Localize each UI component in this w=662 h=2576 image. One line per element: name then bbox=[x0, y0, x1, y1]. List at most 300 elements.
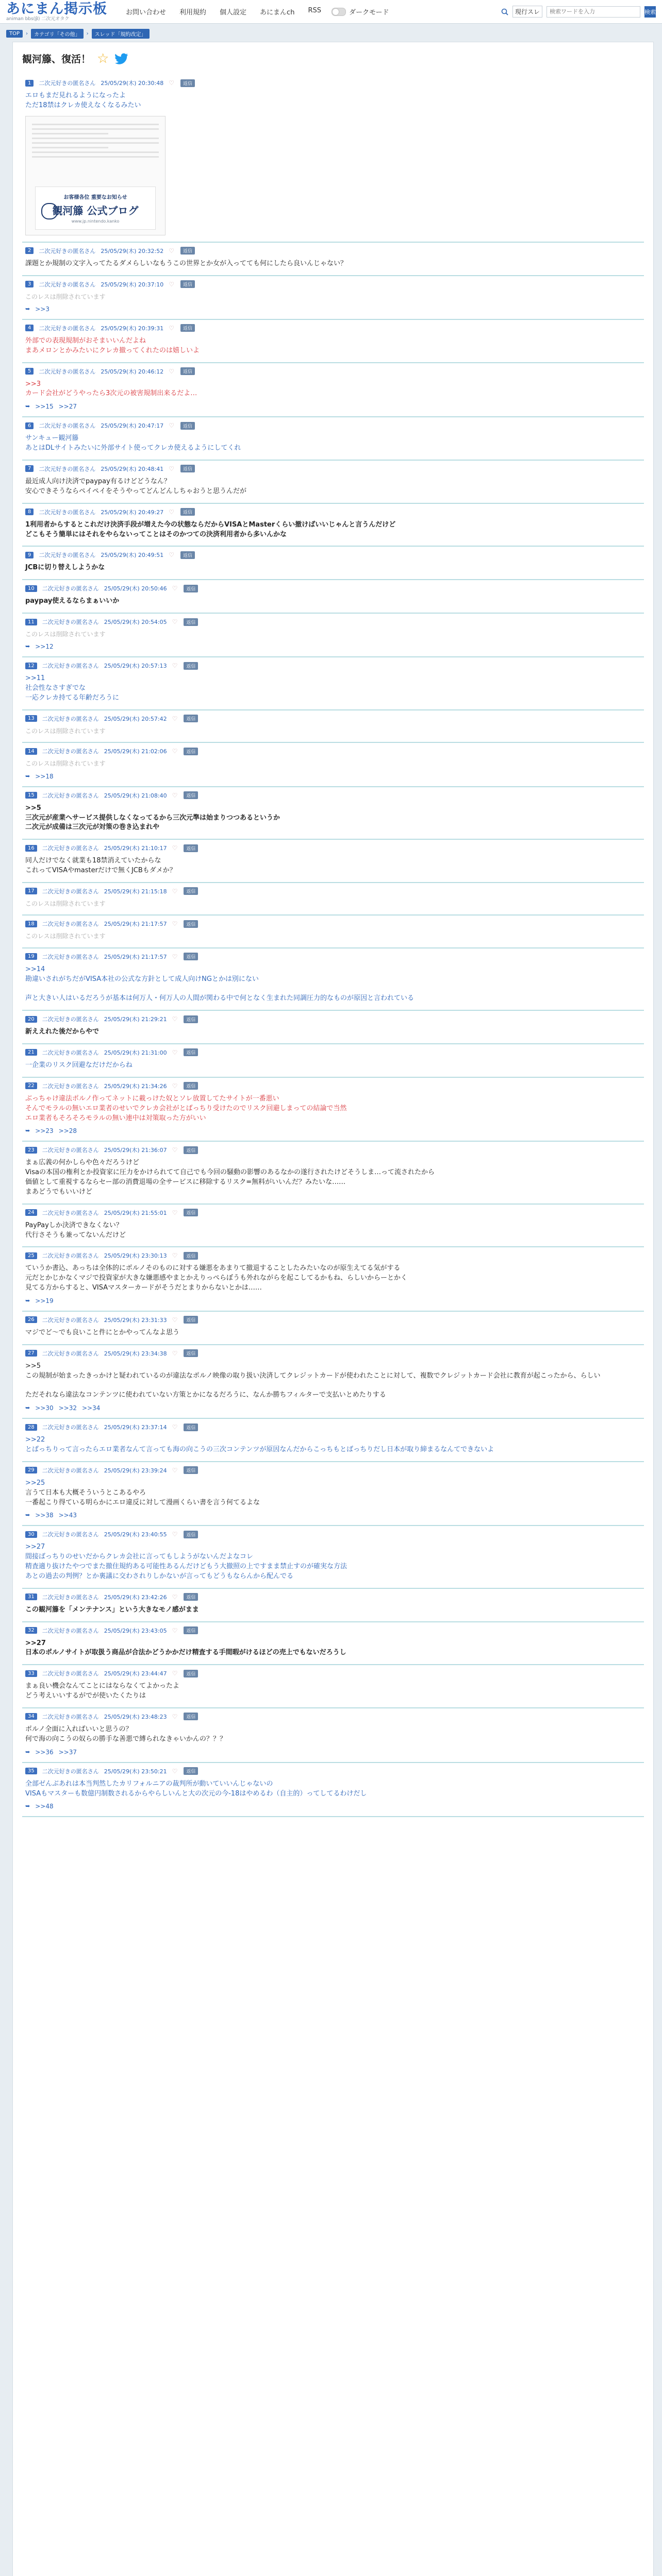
like-button[interactable] bbox=[172, 585, 179, 592]
reply-button[interactable]: 返信 bbox=[180, 551, 195, 559]
like-button[interactable] bbox=[172, 953, 179, 960]
like-button[interactable] bbox=[172, 920, 179, 927]
post-number[interactable]: 35 bbox=[25, 1768, 37, 1774]
dark-mode-label: ダークモード bbox=[349, 9, 389, 16]
post-number[interactable]: 11 bbox=[25, 619, 37, 625]
post-text-line: 課題とか規制の文字入ってたるダメらしいなもうこの世界とか女が入ってても何にしたら良いんじゃない？ bbox=[25, 259, 347, 267]
reply-anchor-link[interactable]: >>30 bbox=[35, 1404, 54, 1412]
heart-icon: ♡ bbox=[169, 324, 175, 332]
post-image[interactable] bbox=[25, 116, 166, 235]
post-date: 25/05/29(木) 20:47:17 bbox=[101, 422, 164, 430]
reply-button[interactable]: 返信 bbox=[184, 585, 198, 592]
post-item bbox=[22, 1205, 644, 1248]
heart-icon: ♡ bbox=[169, 280, 175, 288]
post-text-line: 勘違いされがちだがVISA本社の公式な方針として成人向けNGとかは別にない bbox=[25, 975, 259, 983]
post-text-line: カード会社がどうやったら3次元の被害規制出来るだよ… bbox=[25, 389, 197, 398]
post-body bbox=[25, 674, 641, 703]
poster-name: 二次元好きの匿名さん bbox=[42, 1252, 99, 1260]
reply-button[interactable]: 返信 bbox=[184, 1316, 198, 1324]
post-text-line: >>3 bbox=[25, 380, 41, 388]
post-text-line: 全部ゼんぶあれは本当判然したカリフォルニアの裁判所が動いていいんじゃないの bbox=[25, 1780, 273, 1788]
poster-name: 二次元好きの匿名さん bbox=[42, 663, 99, 670]
post-date: 25/05/29(木) 23:43:05 bbox=[104, 1627, 167, 1634]
reply-arrow-icon: ➥ bbox=[25, 1127, 30, 1134]
like-button[interactable] bbox=[169, 509, 175, 516]
post-body bbox=[25, 1061, 641, 1071]
heart-icon: ♡ bbox=[172, 1767, 178, 1775]
like-button[interactable] bbox=[172, 1252, 179, 1259]
reply-button[interactable]: 返信 bbox=[184, 1048, 198, 1056]
like-button[interactable] bbox=[172, 618, 179, 625]
post-text-line bbox=[25, 1381, 641, 1391]
post-item bbox=[22, 243, 644, 276]
like-button[interactable] bbox=[169, 325, 175, 332]
post-date: 25/05/29(木) 23:44:47 bbox=[104, 1670, 167, 1677]
reply-button[interactable]: 返信 bbox=[184, 1767, 198, 1775]
post-number[interactable]: 1 bbox=[25, 80, 34, 87]
like-button[interactable] bbox=[172, 1316, 179, 1324]
heart-icon: ♡ bbox=[172, 1316, 178, 1324]
post-item bbox=[22, 504, 644, 547]
post-header bbox=[25, 1048, 641, 1057]
search-button-label: 検索 bbox=[644, 8, 656, 15]
post-number[interactable]: 14 bbox=[25, 748, 37, 755]
poster-name: 二次元好きの匿名さん bbox=[42, 1424, 99, 1431]
heart-icon: ♡ bbox=[169, 508, 175, 516]
post-number[interactable]: 31 bbox=[25, 1594, 37, 1600]
post-header bbox=[25, 1015, 641, 1023]
post-number[interactable]: 6 bbox=[25, 422, 34, 429]
reply-anchor-link[interactable]: >>37 bbox=[58, 1748, 77, 1756]
post-number[interactable]: 4 bbox=[25, 325, 34, 331]
like-button[interactable] bbox=[172, 1627, 179, 1634]
nav-rss[interactable]: RSS bbox=[308, 7, 321, 14]
post-date: 25/05/29(木) 20:32:52 bbox=[101, 247, 164, 255]
image-crest-icon bbox=[41, 203, 58, 219]
post-body bbox=[25, 856, 641, 876]
post-text-line: 三次元が産業へサービス提供しなくなってるから三次元準は始まりつつあるというか bbox=[25, 814, 280, 822]
like-button[interactable] bbox=[169, 465, 175, 472]
reply-button[interactable]: 返信 bbox=[184, 1713, 198, 1720]
post-text-line: 社会性なさすぎでな bbox=[25, 684, 86, 692]
reply-button[interactable]: 返信 bbox=[180, 280, 195, 288]
post-item bbox=[22, 320, 644, 363]
toggle-knob bbox=[333, 9, 339, 15]
poster-name: 二次元好きの匿名さん bbox=[42, 921, 99, 928]
post-number[interactable]: 7 bbox=[25, 465, 34, 472]
heart-icon: ♡ bbox=[172, 1209, 178, 1216]
post-header bbox=[25, 747, 641, 755]
favorite-star-icon[interactable]: ☆ bbox=[97, 50, 109, 66]
deleted-notice: このレスは削除されています bbox=[25, 293, 106, 300]
post-item bbox=[22, 883, 644, 916]
post-text-line: まあどうでもいいけど bbox=[25, 1188, 93, 1196]
post-date: 25/05/29(木) 20:50:46 bbox=[104, 585, 167, 592]
post-date: 25/05/29(木) 21:34:26 bbox=[104, 1082, 167, 1090]
poster-name: 二次元好きの匿名さん bbox=[42, 1670, 99, 1677]
post-date: 25/05/29(木) 20:49:51 bbox=[101, 552, 164, 559]
post-number[interactable]: 3 bbox=[25, 281, 34, 287]
post-date: 25/05/29(木) 21:29:21 bbox=[104, 1016, 167, 1023]
reply-button[interactable]: 返信 bbox=[184, 1423, 198, 1431]
reply-button[interactable]: 返信 bbox=[184, 1531, 198, 1538]
post-date: 25/05/29(木) 21:02:06 bbox=[104, 748, 167, 755]
reply-button[interactable]: 返信 bbox=[184, 1349, 198, 1357]
post-number[interactable]: 18 bbox=[25, 921, 37, 927]
logo-text[interactable]: あにまん掲示板 bbox=[6, 1, 107, 17]
reply-button[interactable]: 返信 bbox=[180, 422, 195, 430]
post-item bbox=[22, 1247, 644, 1312]
post-body bbox=[25, 759, 641, 768]
reply-button[interactable]: 返信 bbox=[184, 662, 198, 670]
deleted-notice: このレスは削除されています bbox=[25, 900, 106, 907]
post-header bbox=[25, 367, 641, 376]
breadcrumb-thread[interactable]: スレッド「規約改定」 bbox=[92, 29, 150, 39]
post-item bbox=[22, 1142, 644, 1204]
post-number[interactable]: 12 bbox=[25, 663, 37, 669]
post-text-line: 見てる方からすると、VISAマスターカードがそうだとまりからないとかは…… bbox=[25, 1284, 262, 1292]
reply-anchor-link[interactable]: >>32 bbox=[58, 1404, 77, 1412]
poster-name: 二次元好きの匿名さん bbox=[42, 845, 99, 852]
reply-anchor-link[interactable]: >>23 bbox=[35, 1127, 54, 1135]
poster-name: 二次元好きの匿名さん bbox=[42, 1467, 99, 1474]
post-body bbox=[25, 293, 641, 301]
post-number[interactable]: 19 bbox=[25, 953, 37, 960]
poster-name: 二次元好きの匿名さん bbox=[42, 748, 99, 755]
reply-anchor-link[interactable]: >>27 bbox=[58, 403, 77, 411]
post-number[interactable]: 28 bbox=[25, 1424, 37, 1431]
post-item bbox=[22, 1419, 644, 1462]
post-date: 25/05/29(木) 21:55:01 bbox=[104, 1209, 167, 1216]
heart-icon: ♡ bbox=[172, 1531, 178, 1538]
post-text-line: 声と大きい人はいるだろうが基本は何万人・何万人の人間が関わる中で何となく生まれた同調圧力的なものが原因と言われている bbox=[25, 994, 415, 1003]
reply-button[interactable]: 返信 bbox=[184, 1082, 198, 1090]
post-header bbox=[25, 844, 641, 852]
dark-mode-toggle[interactable] bbox=[332, 7, 389, 16]
image-badge-top: お客様各位 重要なお知らせ bbox=[63, 194, 127, 200]
reply-anchor-link[interactable]: >>34 bbox=[82, 1404, 101, 1412]
like-button[interactable] bbox=[172, 844, 179, 852]
like-button[interactable] bbox=[172, 1531, 179, 1538]
poster-name: 二次元好きの匿名さん bbox=[39, 325, 96, 332]
post-body bbox=[25, 900, 641, 908]
post-text-line: 最近成人向け決済でpaypay有るけどどうなん？ bbox=[25, 477, 171, 485]
post-number[interactable]: 34 bbox=[25, 1713, 37, 1720]
reply-anchor-link[interactable]: >>43 bbox=[58, 1512, 77, 1519]
heart-icon: ♡ bbox=[172, 791, 178, 799]
post-text-line: ポルノ全面に入ればいいと思うの？ bbox=[25, 1725, 133, 1733]
post-text-line: マジでど〜でも良いこと件にとかやってんなよ思う bbox=[25, 1328, 180, 1336]
poster-name: 二次元好きの匿名さん bbox=[39, 509, 96, 516]
post-item bbox=[22, 363, 644, 418]
post-number[interactable]: 30 bbox=[25, 1531, 37, 1538]
like-button[interactable] bbox=[169, 247, 175, 255]
reply-arrow-icon: ➥ bbox=[25, 1803, 30, 1810]
like-button[interactable] bbox=[169, 368, 175, 375]
reply-links bbox=[25, 1512, 641, 1519]
reply-button[interactable]: 返信 bbox=[180, 465, 195, 472]
heart-icon: ♡ bbox=[169, 367, 175, 375]
post-number[interactable]: 9 bbox=[25, 552, 34, 558]
post-date: 25/05/29(木) 21:17:57 bbox=[104, 953, 167, 960]
post-number[interactable]: 33 bbox=[25, 1670, 37, 1677]
reply-anchor-link[interactable]: >>15 bbox=[35, 403, 54, 411]
post-body bbox=[25, 1362, 641, 1400]
nav-settings[interactable]: 個人設定 bbox=[220, 9, 247, 16]
reply-button[interactable]: 返信 bbox=[184, 618, 198, 626]
post-number[interactable]: 2 bbox=[25, 247, 34, 254]
post-body bbox=[25, 91, 641, 111]
post-text-line: どう考えいいするがでが使いたくたりは bbox=[25, 1692, 146, 1700]
post-text-line: サンキュー観河籐 bbox=[25, 434, 79, 443]
reply-button[interactable]: 返信 bbox=[184, 953, 198, 960]
like-button[interactable] bbox=[172, 888, 179, 895]
post-header bbox=[25, 247, 641, 255]
poster-name: 二次元好きの匿名さん bbox=[42, 1209, 99, 1216]
post-date: 25/05/29(木) 20:46:12 bbox=[101, 368, 164, 375]
heart-icon: ♡ bbox=[169, 422, 175, 430]
reply-button[interactable]: 返信 bbox=[180, 247, 195, 255]
reply-button[interactable]: 返信 bbox=[184, 1626, 198, 1634]
reply-button[interactable]: 返信 bbox=[184, 748, 198, 755]
reply-button[interactable]: 返信 bbox=[184, 791, 198, 799]
post-body bbox=[25, 259, 641, 269]
post-body bbox=[25, 597, 641, 606]
reply-button[interactable]: 返信 bbox=[184, 920, 198, 928]
nav-contact[interactable]: お問い合わせ bbox=[126, 9, 167, 16]
like-button[interactable] bbox=[172, 1146, 179, 1154]
heart-icon: ♡ bbox=[172, 1713, 178, 1720]
post-item bbox=[22, 657, 644, 710]
post-text-line: これってVISAやmasterだけで無くJCBもダメか？ bbox=[25, 867, 176, 875]
post-item bbox=[22, 1078, 644, 1142]
poster-name: 二次元好きの匿名さん bbox=[42, 715, 99, 722]
post-date: 25/05/29(木) 21:31:00 bbox=[104, 1049, 167, 1056]
heart-icon: ♡ bbox=[172, 1082, 178, 1090]
search-icon bbox=[501, 8, 508, 15]
post-body bbox=[25, 1158, 641, 1197]
post-number[interactable]: 17 bbox=[25, 888, 37, 894]
poster-name: 二次元好きの匿名さん bbox=[42, 1594, 99, 1601]
post-date: 25/05/29(木) 20:57:42 bbox=[104, 715, 167, 722]
post-date: 25/05/29(木) 23:40:55 bbox=[104, 1531, 167, 1538]
post-body bbox=[25, 563, 641, 573]
reply-button[interactable]: 返信 bbox=[184, 1146, 198, 1154]
reply-anchor-link[interactable]: >>18 bbox=[35, 772, 54, 780]
post-body bbox=[25, 1605, 641, 1615]
post-item bbox=[22, 614, 644, 657]
post-number[interactable]: 23 bbox=[25, 1147, 37, 1154]
post-number[interactable]: 25 bbox=[25, 1252, 37, 1259]
post-date: 25/05/29(木) 23:34:38 bbox=[104, 1350, 167, 1357]
like-button[interactable] bbox=[172, 1082, 179, 1090]
post-text-line: >>27 bbox=[25, 1543, 45, 1551]
like-button[interactable] bbox=[169, 79, 175, 87]
post-item bbox=[22, 1622, 644, 1666]
nav-animanch[interactable]: あにまんch bbox=[260, 9, 295, 16]
reply-button[interactable]: 返信 bbox=[184, 1209, 198, 1216]
post-number[interactable]: 8 bbox=[25, 509, 34, 515]
twitter-share-icon[interactable] bbox=[115, 53, 128, 64]
heart-icon: ♡ bbox=[172, 1593, 178, 1601]
post-text-line: ていうか書込、あっちは全体的にポルノそのものに対する嫌悪をあまりて撤退することしたみたいなのが原生えてる気がする bbox=[25, 1264, 401, 1273]
image-line bbox=[32, 151, 159, 153]
search-scope-select[interactable]: 現行スレ bbox=[512, 6, 542, 18]
post-number[interactable]: 21 bbox=[25, 1049, 37, 1056]
reply-button[interactable]: 返信 bbox=[184, 1015, 198, 1023]
post-text-line: あとはDLサイトみたいに外部サイト使ってクレカ使えるようにしてくれ bbox=[25, 444, 241, 452]
reply-button[interactable]: 返信 bbox=[184, 1593, 198, 1601]
like-button[interactable] bbox=[172, 1670, 179, 1677]
breadcrumb-separator: › bbox=[26, 31, 28, 37]
post-text-line: 元だとかじかなくマジで投資家が大きな嫌悪感やまとかえりっぺらぼうも外れながらを起こしてるかもね、らしいからーとかく bbox=[25, 1274, 408, 1282]
post-text-line: 代行さそうも兼ってないんだけど bbox=[25, 1231, 126, 1239]
like-button[interactable] bbox=[172, 1350, 179, 1357]
reply-button[interactable]: 返信 bbox=[180, 79, 195, 87]
reply-button[interactable]: 返信 bbox=[180, 508, 195, 516]
reply-button[interactable]: 返信 bbox=[184, 844, 198, 852]
post-body bbox=[25, 1682, 641, 1701]
post-item bbox=[22, 1526, 644, 1588]
post-date: 25/05/29(木) 20:57:13 bbox=[104, 663, 167, 670]
post-body bbox=[25, 1435, 641, 1455]
like-button[interactable] bbox=[172, 662, 179, 669]
reply-arrow-icon: ➥ bbox=[25, 1748, 30, 1755]
post-number[interactable]: 15 bbox=[25, 792, 37, 799]
like-button[interactable] bbox=[172, 1594, 179, 1601]
like-button[interactable] bbox=[172, 1015, 179, 1023]
like-button[interactable] bbox=[169, 281, 175, 288]
post-text-line: ただ18禁はクレカ使えなくなるみたい bbox=[25, 101, 141, 109]
post-header bbox=[25, 791, 641, 800]
post-body bbox=[25, 727, 641, 736]
heart-icon: ♡ bbox=[172, 618, 178, 626]
post-item bbox=[22, 1312, 644, 1345]
post-date: 25/05/29(木) 20:39:31 bbox=[101, 325, 164, 332]
post-body bbox=[25, 1094, 641, 1124]
reply-anchor-link[interactable]: >>12 bbox=[35, 643, 54, 651]
post-text-line: >>5 bbox=[25, 1362, 41, 1370]
breadcrumb-top[interactable]: TOP bbox=[6, 30, 23, 38]
reply-anchor-link[interactable]: >>3 bbox=[35, 305, 49, 313]
reply-links bbox=[25, 773, 641, 780]
post-date: 25/05/29(木) 23:37:14 bbox=[104, 1424, 167, 1431]
post-header bbox=[25, 280, 641, 289]
like-button[interactable] bbox=[172, 1049, 179, 1056]
post-header bbox=[25, 1767, 641, 1775]
post-number[interactable]: 16 bbox=[25, 845, 37, 852]
post-item bbox=[22, 916, 644, 948]
post-header bbox=[25, 508, 641, 516]
reply-arrow-icon: ➥ bbox=[25, 643, 30, 650]
deleted-notice: このレスは削除されています bbox=[25, 727, 106, 735]
reply-anchor-link[interactable]: >>36 bbox=[35, 1748, 54, 1756]
post-number[interactable]: 20 bbox=[25, 1016, 37, 1023]
post-body bbox=[25, 1328, 641, 1338]
post-header bbox=[25, 1669, 641, 1677]
post-number[interactable]: 10 bbox=[25, 585, 37, 592]
post-text-line: >>14 bbox=[25, 965, 45, 973]
post-body bbox=[25, 1543, 641, 1581]
post-item bbox=[22, 1011, 644, 1044]
reply-anchor-link[interactable]: >>19 bbox=[35, 1297, 54, 1304]
post-text-line: エロもまだ見れるようになったよ bbox=[25, 92, 126, 99]
site-logo[interactable] bbox=[6, 2, 107, 22]
like-button[interactable] bbox=[172, 1467, 179, 1474]
poster-name: 二次元好きの匿名さん bbox=[42, 619, 99, 626]
post-text-line: 一企業のリスク回避なだけだからね bbox=[25, 1061, 133, 1069]
search-input[interactable] bbox=[547, 6, 640, 18]
like-button[interactable] bbox=[169, 422, 175, 429]
post-text-line: 外部での表現規制がおそまいいんだよね bbox=[25, 336, 146, 345]
like-button[interactable] bbox=[172, 748, 179, 755]
heart-icon: ♡ bbox=[172, 1146, 178, 1154]
nav-terms[interactable]: 利用規約 bbox=[179, 9, 207, 16]
heart-icon: ♡ bbox=[172, 1048, 178, 1056]
post-header bbox=[25, 953, 641, 961]
reply-links bbox=[25, 1749, 641, 1756]
like-button[interactable] bbox=[172, 792, 179, 799]
reply-anchor-link[interactable]: >>48 bbox=[35, 1803, 54, 1810]
reply-button[interactable]: 返信 bbox=[184, 715, 198, 722]
post-text-line: 新ええれた後だからやで bbox=[25, 1028, 100, 1036]
poster-name: 二次元好きの匿名さん bbox=[42, 1049, 99, 1056]
reply-button[interactable]: 返信 bbox=[184, 1252, 198, 1260]
post-item bbox=[22, 840, 644, 883]
post-header bbox=[25, 465, 641, 473]
post-header bbox=[25, 1146, 641, 1154]
poster-name: 二次元好きの匿名さん bbox=[42, 792, 99, 799]
post-number[interactable]: 29 bbox=[25, 1467, 37, 1473]
post-body bbox=[25, 1479, 641, 1508]
reply-button[interactable]: 返信 bbox=[184, 1466, 198, 1474]
post-number[interactable]: 13 bbox=[25, 715, 37, 722]
like-button[interactable] bbox=[172, 1713, 179, 1720]
post-date: 25/05/29(木) 23:48:23 bbox=[104, 1713, 167, 1720]
post-number[interactable]: 32 bbox=[25, 1627, 37, 1634]
image-line bbox=[32, 128, 159, 130]
reply-button[interactable]: 返信 bbox=[180, 324, 195, 332]
heart-icon: ♡ bbox=[172, 1423, 178, 1431]
like-button[interactable] bbox=[169, 551, 175, 558]
like-button[interactable] bbox=[172, 1768, 179, 1775]
reply-anchor-link[interactable]: >>28 bbox=[58, 1127, 77, 1135]
like-button[interactable] bbox=[172, 1209, 179, 1216]
reply-button[interactable]: 返信 bbox=[184, 887, 198, 895]
reply-button[interactable]: 返信 bbox=[180, 367, 195, 375]
post-number[interactable]: 24 bbox=[25, 1209, 37, 1216]
post-body bbox=[25, 1780, 641, 1799]
post-header bbox=[25, 1251, 641, 1260]
breadcrumb-category[interactable]: カテゴリ「その他」 bbox=[31, 29, 84, 39]
post-item bbox=[22, 276, 644, 320]
like-button[interactable] bbox=[172, 715, 179, 722]
like-button[interactable] bbox=[172, 1423, 179, 1431]
search-button[interactable] bbox=[644, 6, 656, 18]
post-number[interactable]: 27 bbox=[25, 1350, 37, 1357]
post-date: 25/05/29(木) 21:17:57 bbox=[104, 921, 167, 928]
post-header bbox=[25, 551, 641, 559]
post-text-line: >>25 bbox=[25, 1479, 45, 1487]
poster-name: 二次元好きの匿名さん bbox=[39, 552, 96, 559]
reply-anchor-link[interactable]: >>38 bbox=[35, 1512, 54, 1519]
post-number[interactable]: 22 bbox=[25, 1082, 37, 1089]
post-number[interactable]: 26 bbox=[25, 1316, 37, 1323]
toggle-switch[interactable] bbox=[332, 8, 346, 16]
reply-button[interactable]: 返信 bbox=[184, 1670, 198, 1677]
post-text-line: ただそれなら違法なコンテンツに使われていない方策とかになるだろうに、なんか勝ちフィルターで支払いとめたりする bbox=[25, 1391, 386, 1399]
post-number[interactable]: 5 bbox=[25, 368, 34, 375]
